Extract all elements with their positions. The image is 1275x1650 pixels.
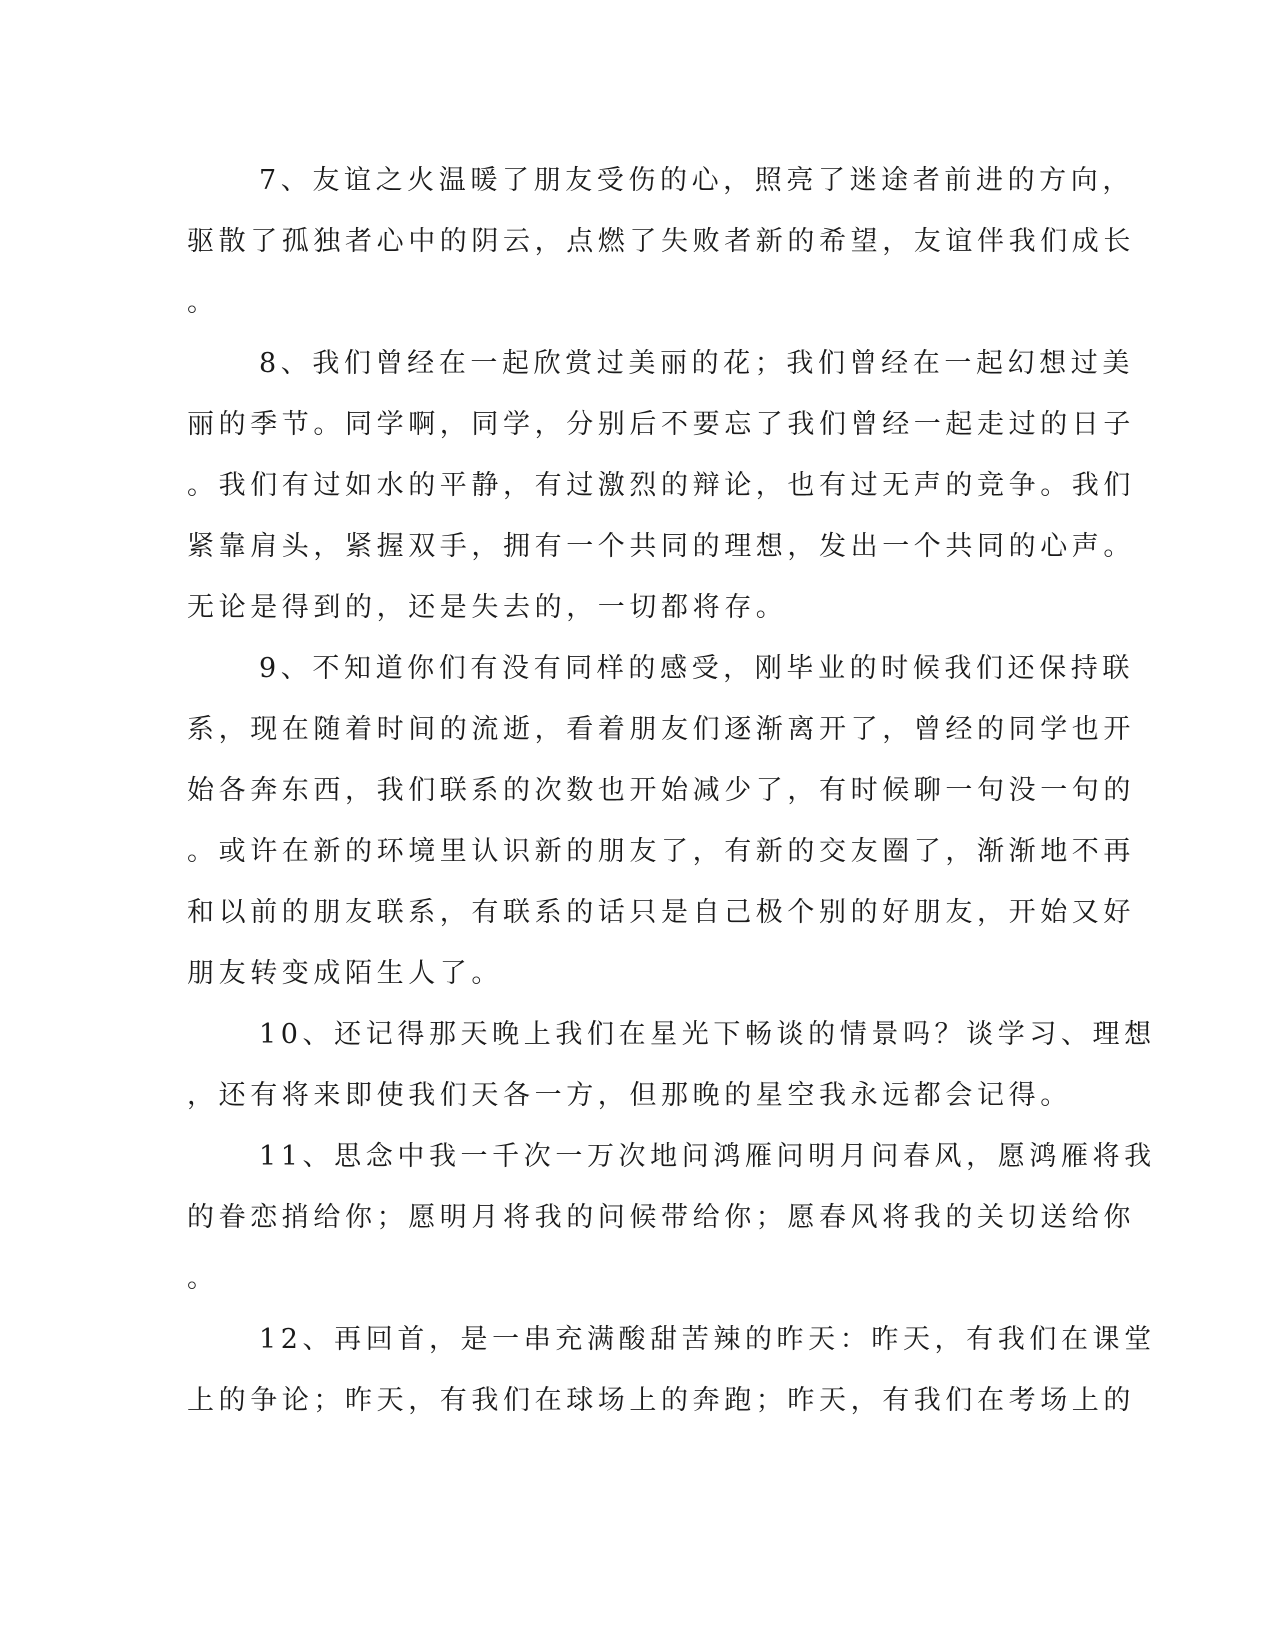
- text-line: 丽的季节。同学啊，同学，分别后不要忘了我们曾经一起走过的日子: [187, 409, 1135, 440]
- text-line: 和以前的朋友联系，有联系的话只是自己极个别的好朋友，开始又好: [187, 897, 1135, 928]
- text-line: 。或许在新的环境里认识新的朋友了，有新的交友圈了，渐渐地不再: [187, 836, 1135, 867]
- text-line: 。我们有过如水的平静，有过激烈的辩论，也有过无声的竞争。我们: [187, 470, 1135, 501]
- text-line: 上的争论；昨天，有我们在球场上的奔跑；昨天，有我们在考场上的: [187, 1385, 1135, 1416]
- text-line: 8、我们曾经在一起欣赏过美丽的花；我们曾经在一起幻想过美: [259, 348, 1134, 379]
- text-line: 7、友谊之火温暖了朋友受伤的心，照亮了迷途者前进的方向，: [259, 165, 1134, 196]
- text-line: 。: [187, 287, 219, 318]
- text-line: ，还有将来即使我们天各一方，但那晚的星空我永远都会记得。: [187, 1080, 1072, 1111]
- paragraph-8: [187, 333, 1135, 638]
- paragraph-10: [187, 1004, 1156, 1126]
- text-line: 的眷恋捎给你；愿明月将我的问候带给你；愿春风将我的关切送给你: [187, 1202, 1135, 1233]
- paragraph-7: [187, 150, 1135, 333]
- text-line: 10、还记得那天晚上我们在星光下畅谈的情景吗？谈学习、理想: [259, 1019, 1156, 1050]
- text-line: 始各奔东西，我们联系的次数也开始减少了，有时候聊一句没一句的: [187, 775, 1135, 806]
- text-line: 11、思念中我一千次一万次地问鸿雁问明月问春风，愿鸿雁将我: [259, 1141, 1156, 1172]
- text-line: 系，现在随着时间的流逝，看着朋友们逐渐离开了，曾经的同学也开: [187, 714, 1135, 745]
- text-line: 朋友转变成陌生人了。: [187, 958, 503, 989]
- paragraph-12: [187, 1309, 1156, 1431]
- paragraph-11: [187, 1126, 1156, 1309]
- text-line: 紧靠肩头，紧握双手，拥有一个共同的理想，发出一个共同的心声。: [187, 531, 1135, 562]
- document-body: [187, 150, 1156, 1431]
- text-line: 9、不知道你们有没有同样的感受，刚毕业的时候我们还保持联: [259, 653, 1134, 684]
- text-line: 12、再回首，是一串充满酸甜苦辣的昨天：昨天，有我们在课堂: [259, 1324, 1156, 1355]
- text-line: 。: [187, 1263, 219, 1294]
- text-line: 驱散了孤独者心中的阴云，点燃了失败者新的希望，友谊伴我们成长: [187, 226, 1135, 257]
- text-line: 无论是得到的，还是失去的，一切都将存。: [187, 592, 788, 623]
- paragraph-9: [187, 638, 1135, 1004]
